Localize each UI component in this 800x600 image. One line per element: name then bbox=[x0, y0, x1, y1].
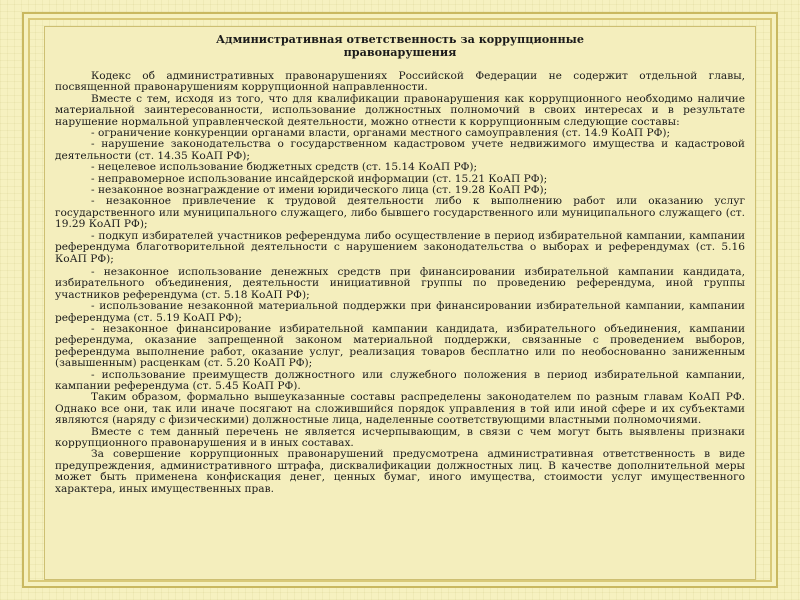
title-line-1: Административная ответственность за коррупционные bbox=[216, 32, 584, 46]
list-item-5-18: - незаконное использование денежных средств при финансировании избирательной кампании кандидата, избирательного объединения, деятельности инициативной группы по проведению референдума, иной группы участников референдума (ст. 5.18 КоАП РФ); bbox=[55, 265, 745, 301]
title-line-2: правонарушения bbox=[343, 45, 457, 59]
list-item-19-28: - незаконное вознаграждение от имени юридического лица (ст. 19.28 КоАП РФ); bbox=[91, 184, 548, 197]
list-item-14-9: - ограничение конкуренции органами власти, органами местного самоуправления (ст. 14.9 КоАП РФ); bbox=[91, 127, 671, 140]
list-item-5-16: - подкуп избирателей участников референдума либо осуществление в период избирательной кампании, кампании референдума благотворительной деятельности с нарушением законодательства о выборах и референдумах (ст. 5.16 КоАП РФ); bbox=[55, 229, 745, 265]
intro-paragraph-1: Кодекс об административных правонарушениях Российской Федерации не содержит отдельной главы, посвященной правонарушениям коррупционной направленности. bbox=[55, 70, 745, 94]
outro-paragraph-3: За совершение коррупционных правонарушений предусмотрена административная ответственность в виде предупреждения, административного штрафа, дисквалификации должностных лиц. В качестве дополнительной меры может быть применена конфискация денег, ценных бумаг, иного имущества, стоимости услуг имущественного характера, иных имущественных прав. bbox=[55, 448, 745, 495]
list-item-14-35: - нарушение законодательства о государственном кадастровом учете недвижимого имущества и кадастровой деятельности (ст. 14.35 КоАП РФ); bbox=[55, 138, 745, 162]
list-item-19-29: - незаконное привлечение к трудовой деятельности либо к выполнению работ или оказанию услуг государственного или муниципального служащего, либо бывшего государственного или муниципального служащего (ст. 19.29 КоАП РФ); bbox=[55, 195, 745, 231]
list-item-15-21: - неправомерное использование инсайдерской информации (ст. 15.21 КоАП РФ); bbox=[91, 172, 548, 185]
document-title bbox=[55, 33, 745, 59]
outro-paragraph-2: Вместе с тем данный перечень не является исчерпывающим, в связи с чем могут быть выявлены признаки коррупционного правонарушения и в иных составах. bbox=[55, 425, 745, 449]
outro-paragraph-1: Таким образом, формально вышеуказанные составы распределены законодателем по разным главам КоАП РФ. Однако все они, так или иначе посягают на сложившийся порядок управления в той или иной сфере и их субъектами являются (наряду с физическими) должностные лица, наделенные соответствующими властными полномочиями. bbox=[55, 391, 745, 427]
list-item-5-19: - использование незаконной материальной поддержки при финансировании избирательной кампании, кампании референдума (ст. 5.19 КоАП РФ); bbox=[55, 300, 745, 324]
list-item-15-14: - нецелевое использование бюджетных средств (ст. 15.14 КоАП РФ); bbox=[91, 161, 478, 174]
intro-paragraph-2: Вместе с тем, исходя из того, что для квалификации правонарушения как коррупционного необходимо наличие материальной заинтересованности, использование должностных полномочий в своих интересах и в результате нарушение нормальной управленческой деятельности, можно отнести к коррупционным следующие составы: bbox=[55, 92, 745, 128]
list-item-5-45: - использование преимуществ должностного или служебного положения в период избирательной кампании, кампании референдума (ст. 5.45 КоАП РФ). bbox=[55, 368, 745, 392]
document-panel bbox=[44, 26, 756, 580]
list-item-5-20: - незаконное финансирование избирательной кампании кандидата, избирательного объединения, кампании референдума, оказание запрещенной законом материальной поддержки, связанные с проведением выборов, референдума выполнение работ, оказание услуг, реализация товаров бесплатно или по необоснованно заниженным (завышенным) расценкам (ст. 5.20 КоАП РФ); bbox=[55, 322, 745, 370]
